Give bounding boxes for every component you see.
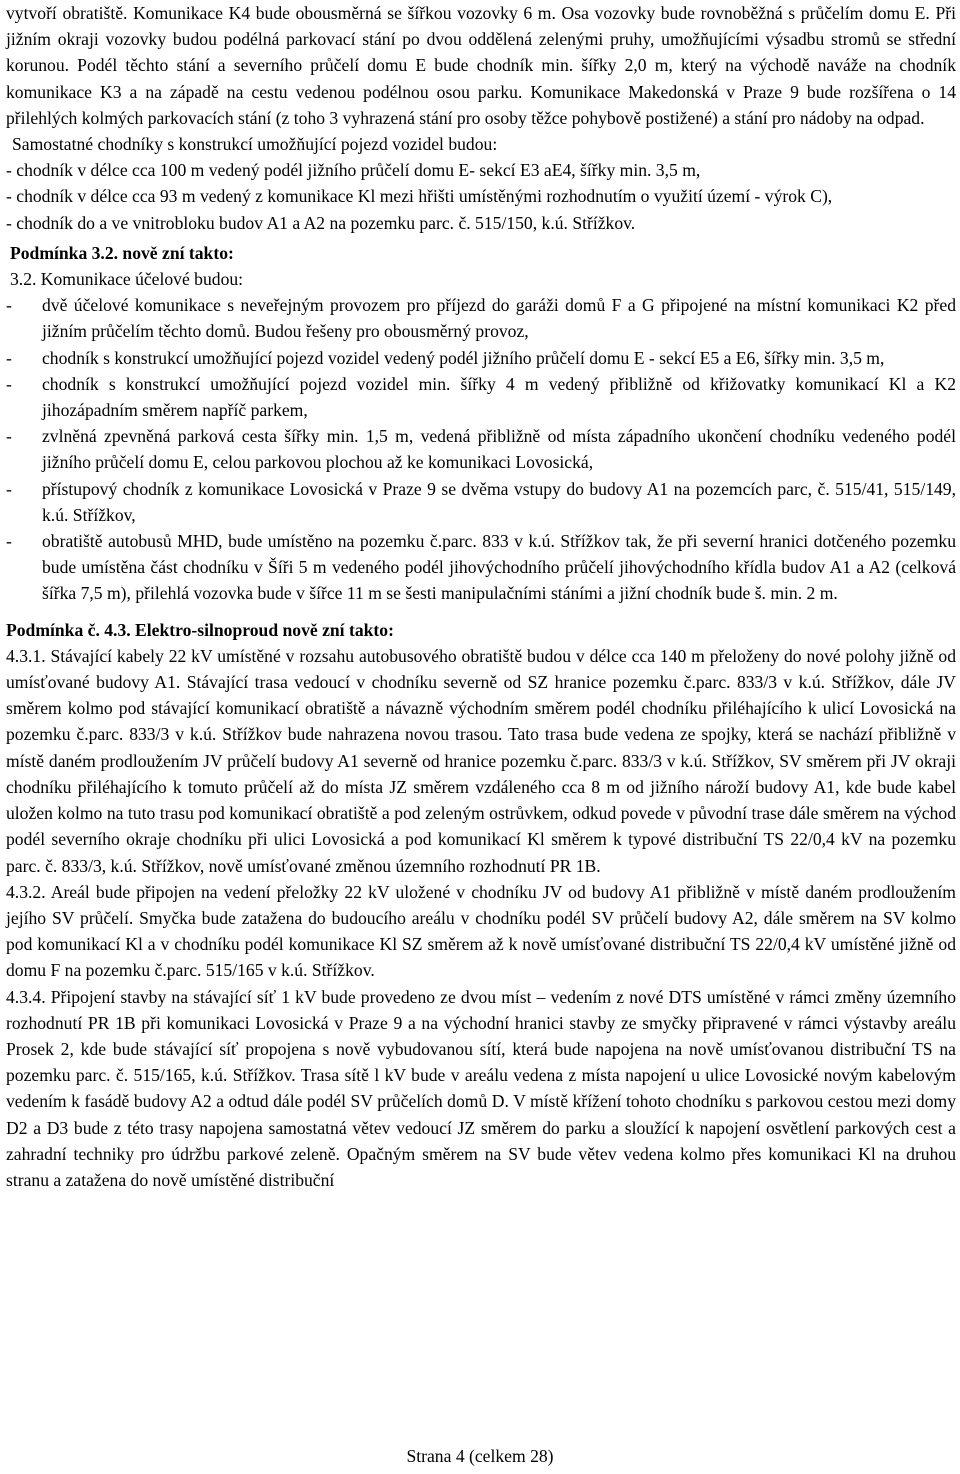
list-item: - chodník s konstrukcí umožňující pojezd vozidel vedený podél jižního průčelí domu E - sekcí E5 a E6, šířky min. 3,5 m,: [6, 345, 956, 371]
heading-condition-3-2: Podmínka 3.2. nově zní takto:: [10, 242, 234, 263]
paragraph-intro: vytvoří obratiště. Komunikace K4 bude obousměrná se šířkou vozovky 6 m. Osa vozovky bude rovnoběžná s průčelím domu E. Při jižním okraji vozovky budou podélná parkovací stání po dvou oddělená zelenými pruhy, umožňujícími výsadbu stromů se střední korunou. Podél těchto stání a severního průčelí domu E bude chodník min. šířky 2,0 m, který na východě naváže na chodník komunikace K3 a na západě na cestu vedenou podélnou osou parku. Komunikace Makedonská v Praze 9 bude rozšířena o 14 přilehlých kolmých parkovacích stání (z toho 3 vyhrazená stání pro osoby těžce pohybově postižené) a stání pro nádoby na odpad.: [6, 3, 956, 128]
sidewalks-block: [6, 131, 956, 236]
list-item: - dvě účelové komunikace s neveřejným provozem pro příjezd do garáži domů F a G připojené na místní komunikaci K2 před jižním průčelím těchto domů. Budou řešeny pro obousměrný provoz,: [6, 292, 956, 344]
list-dash: -: [6, 478, 12, 499]
sidewalks-intro: Samostatné chodníky s konstrukcí umožňující pojezd vozidel budou:: [12, 134, 498, 155]
heading-condition-4-3: Podmínka č. 4.3. Elektro-silnoproud nově zní takto:: [6, 619, 394, 640]
section-3-2-intro: 3.2. Komunikace účelové budou:: [10, 269, 244, 290]
paragraph-4-3-1: 4.3.1. Stávající kabely 22 kV umístěné v rozsahu autobusového obratiště budou v délce cca 140 m přeloženy do nové polohy jižně od umísťované budovy A1. Stávající trasa vedoucí v chodníku severně od SZ hranice pozemku č.parc. 833/3 v k.ú. Střížkov, dále JV směrem kolmo pod stávající komunikací obratiště a návazně východním směrem podél chodníku přiléhajícího k ulicí Lovosická na pozemku č.parc. 833/3 v k.ú. Střížkov bude nahrazena novou trasou. Tato trasa bude vedena ze spojky, která se nachází přibližně v místě daném prodloužením JV průčelí budovy A1 severně od hranice pozemku č.parc. 833/3 v k.ú. Střížkov, SV směrem při JV okraji chodníku přiléhajícího k tomuto průčelí až do místa JZ směrem vzdáleného cca 8 m od jižního nároží budovy A1, kde bude kabel uložen kolmo na tuto trasu pod komunikací obratiště a pod zeleným ostrůvkem, odkud povede v původní trase dále směrem na východ podél severního okraje chodníku při ulici Lovosická a pod komunikací Kl směrem k typové distribuční TS 22/0,4 kV na pozemku parc. č. 833/3, k.ú. Střížkov, nově umísťované změnou územního rozhodnutí PR 1B.: [6, 645, 956, 876]
list-item: - obratiště autobusů MHD, bude umístěno na pozemku č.parc. 833 v k.ú. Střížkov tak, že při severní hranici dotčeného pozemku bude umístěna část chodníku v Šíři 5 m vedeného podél jihovýchodního průčelí jihovýchodního křídla budov A1 a A2 (celková šířka 7,5 m), přilehlá vozovka bude v šířce 11 m se šesti manipulačními stáními a jižní chodník bude š. min. 2 m.: [6, 528, 956, 607]
paragraph-4-3-4: 4.3.4. Připojení stavby na stávající síť 1 kV bude provedeno ze dvou míst – vedením z nové DTS umístěné v rámci změny územního rozhodnutí PR 1B při komunikaci Lovosická v Praze 9 a na východní hranici stavby ze smyčky připravené v rámci výstavby areálu Prosek 2, kde bude stávající síť propojena s nově vybudovanou sítí, která bude napojena na nově umísťovanou distribuční TS na pozemku parc. č. 515/165, k.ú. Střížkov. Trasa sítě l kV bude v areálu vedena z místa napojení u ulice Lovosické novým kabelovým vedením k fasádě budovy A2 a odtud dále podél SV průčelích domů D. V místě křížení tohoto chodníku s parkovou cestou mezi domy D2 a D3 bude z této trasy napojena samostatná větev vedoucí JZ směrem do parku a sloužící k napojení osvětlení parkových cest a zahradní techniky pro údržbu parkové zeleně. Opačným směrem na SV bude větev vedena kolmo přes komunikaci Kl na druhou stranu a zatažena do nově umístěné distribuční: [6, 986, 956, 1190]
sidewalk-line-3: - chodník do a ve vnitrobloku budov A1 a A2 na pozemku parc. č. 515/150, k.ú. Střížkov.: [6, 212, 636, 233]
list-dash: -: [6, 295, 12, 316]
sidewalk-line-1: - chodník v délce cca 100 m vedený podél jižního průčelí domu E- sekcí E3 aE4, šířky min. 3,5 m,: [6, 160, 701, 181]
page-footer: Strana 4 (celkem 28): [406, 1446, 554, 1466]
paragraph-4-3-2: 4.3.2. Areál bude připojen na vedení přeložky 22 kV uložené v chodníku JV od budovy A1 přibližně v místě daném prodloužením jejího SV průčelí. Smyčka bude zatažena do budoucího areálu v chodníku podél SV průčelí budovy A2, dále směrem na SV kolmo pod komunikací Kl a v chodníku podél komunikace Kl SZ směrem až k nově umísťované distribuční TS 22/0,4 kV umístěné jižně od domu F na pozemku č.parc. 515/165 v k.ú. Střížkov.: [6, 881, 956, 981]
list-dash: -: [6, 426, 12, 447]
list-dash: -: [6, 531, 12, 552]
list-dash: -: [6, 373, 12, 394]
document-body: [6, 0, 956, 1193]
section-3-2-list: [6, 292, 956, 606]
list-item: - přístupový chodník z komunikace Lovosická v Praze 9 se dvěma vstupy do budovy A1 na pozemcích parc, č. 515/41, 515/149, k.ú. Střížkov,: [6, 476, 956, 528]
sidewalk-line-2: - chodník v délce cca 93 m vedený z komunikace Kl mezi hřišti umístěnými rozhodnutím o využití území - výrok C),: [6, 186, 833, 207]
list-dash: -: [6, 347, 12, 368]
list-item: - zvlněná zpevněná parková cesta šířky min. 1,5 m, vedená přibližně od místa západního ukončení chodníku vedeného podél jižního průčelí domu E, celou parkovou plochou až ke komunikaci Lovosická,: [6, 423, 956, 475]
list-item: - chodník s konstrukcí umožňující pojezd vozidel min. šířky 4 m vedený přibližně od křižovatky komunikací Kl a K2 jihozápadním směrem napříč parkem,: [6, 371, 956, 423]
